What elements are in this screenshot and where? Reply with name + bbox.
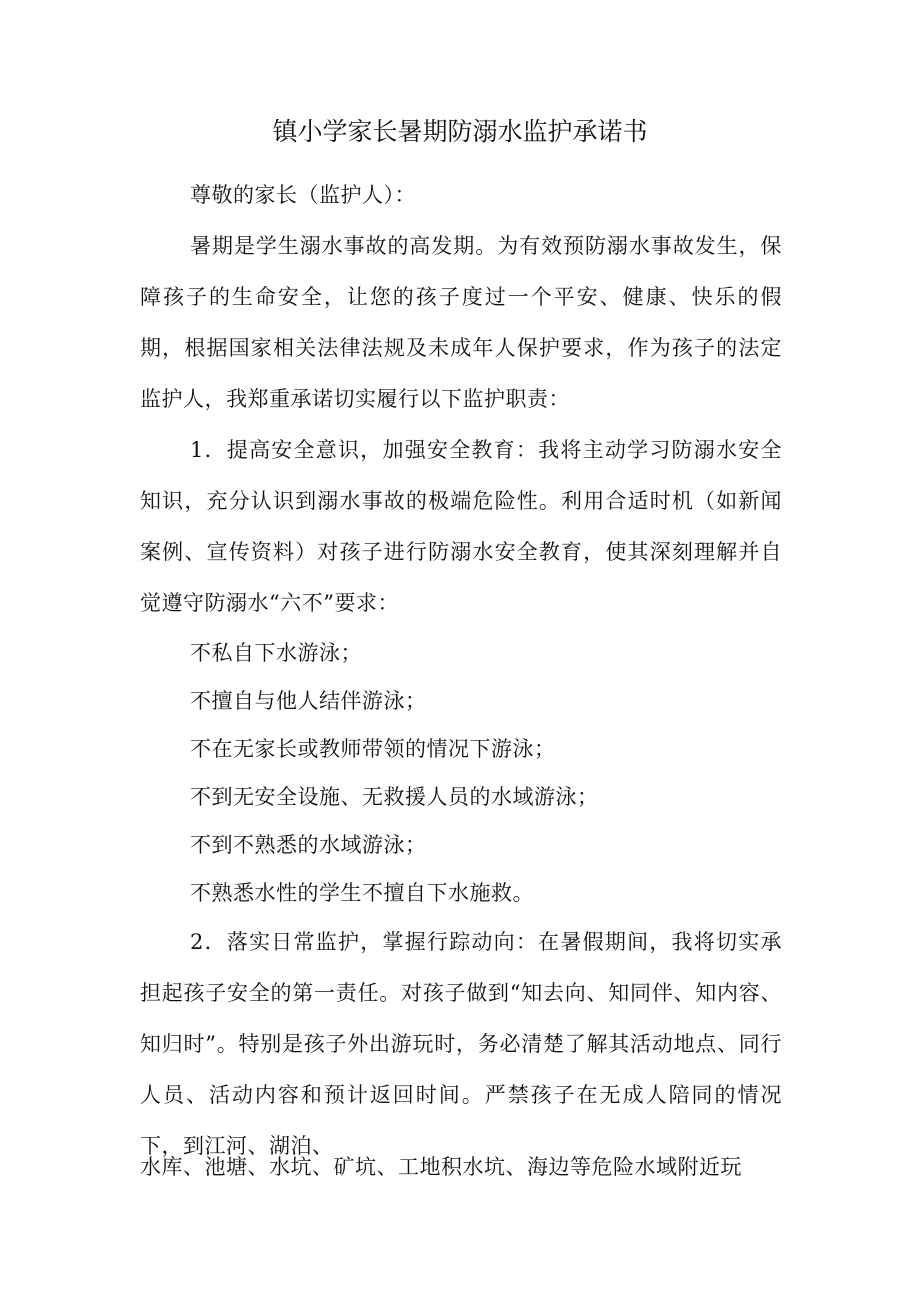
rule-item: 不到无安全设施、无救援人员的水域游泳； [190, 785, 599, 809]
document-title: 镇小学家长暑期防溺水监护承诺书 [272, 117, 648, 146]
rule-item: 不在无家长或教师带领的情况下游泳； [190, 737, 556, 761]
rules-list [140, 629, 782, 917]
rule-item: 不私自下水游泳； [190, 641, 362, 665]
rule-item: 不擅自与他人结伴游泳； [190, 689, 427, 713]
intro-paragraph: 暑期是学生溺水事故的高发期。为有效预防溺水事故发生，保障孩子的生命安全，让您的孩子度过一个平安、健康、快乐的假期，根据国家相关法律法规及未成年人保护要求，作为孩子的法定监护人，我郑重承诺切实履行以下监护职责： [140, 234, 782, 411]
section-2-paragraph: 2．落实日常监护，掌握行踪动向：在暑假期间，我将切实承担起孩子安全的第一责任。对孩子做到“知去向、知同伴、知内容、知归时”。特别是孩子外出游玩时，务必清楚了解其活动地点、同行人员、活动内容和预计返回时间。严禁孩子在无成人陪同的情况下，到江河、湖泊、 [140, 930, 782, 1158]
greeting-paragraph: 尊敬的家长（监护人）： [190, 183, 416, 207]
continuation-line: 水库、池塘、水坑、矿坑、工地积水坑、海边等危险水域附近玩 [140, 1155, 742, 1179]
document-body [140, 170, 782, 1172]
rule-item: 不到不熟悉的水域游泳； [190, 833, 427, 857]
rule-item: 不熟悉水性的学生不擅自下水施救。 [190, 881, 534, 905]
section-1-paragraph: 1．提高安全意识，加强安全教育：我将主动学习防溺水安全知识，充分认识到溺水事故的极端危险性。利用合适时机（如新闻案例、宣传资料）对孩子进行防溺水安全教育，使其深刻理解并自觉遵守防溺水“六不”要求： [140, 438, 782, 615]
